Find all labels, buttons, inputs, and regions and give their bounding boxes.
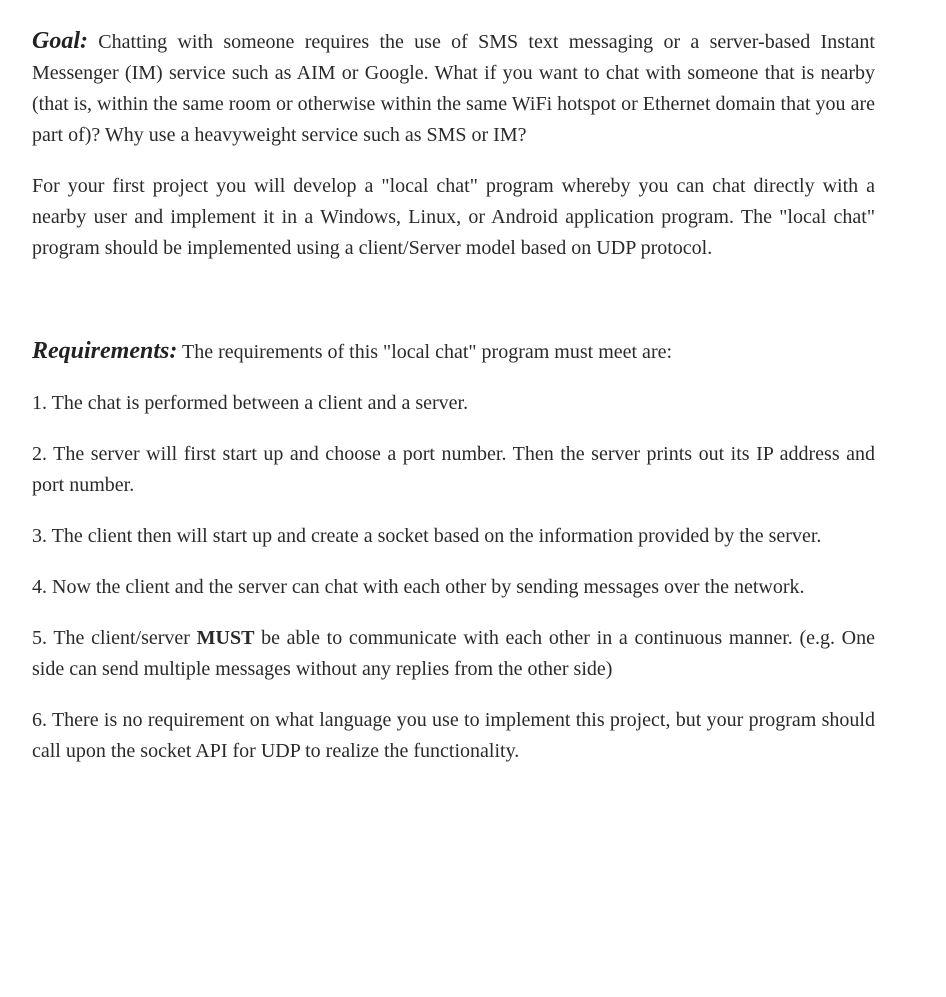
requirement-item-5-before: 5. The client/server [32,627,197,649]
goal-text: Chatting with someone requires the use of SMS text messaging or a server-based Instant Messenger (IM) service such as AIM or Google. What if you want to chat with someone that is nearby (that is, within the same room or otherwise within the same WiFi hotspot or Ethernet domain that you are part of)? Why use a heavyweight service such as SMS or IM? [32,31,875,146]
intro-paragraph: For your first project you will develop a "local chat" program whereby you can chat directly with a nearby user and implement it in a Windows, Linux, or Android application program. The "local chat" program should be implemented using a client/Server model based on UDP protocol. [32,175,875,259]
assignment-document [32,26,875,767]
requirement-item-5-after: be able to communicate with each other in a continuous manner. (e.g. One side can send multiple messages without any replies from the other side) [32,627,875,680]
requirement-item-3: 3. The client then will start up and create a socket based on the information provided by the server. [32,525,822,547]
goal-label: Goal: [32,28,88,54]
goal-paragraph [32,26,875,151]
requirements-label: Requirements: [32,338,178,364]
requirement-item-5-emphasis: MUST [196,627,255,649]
requirement-item-6: 6. There is no requirement on what language you use to implement this project, but your program should call upon the socket API for UDP to realize the functionality. [32,709,875,762]
requirement-item-2: 2. The server will first start up and choose a port number. Then the server prints out its IP address and port number. [32,443,875,496]
requirements-heading-paragraph [32,336,875,368]
requirement-item-4: 4. Now the client and the server can chat with each other by sending messages over the network. [32,576,805,598]
requirement-item-5 [32,623,875,685]
requirements-intro-text: The requirements of this "local chat" program must meet are: [177,341,673,363]
requirement-item-1: 1. The chat is performed between a client and a server. [32,392,469,414]
